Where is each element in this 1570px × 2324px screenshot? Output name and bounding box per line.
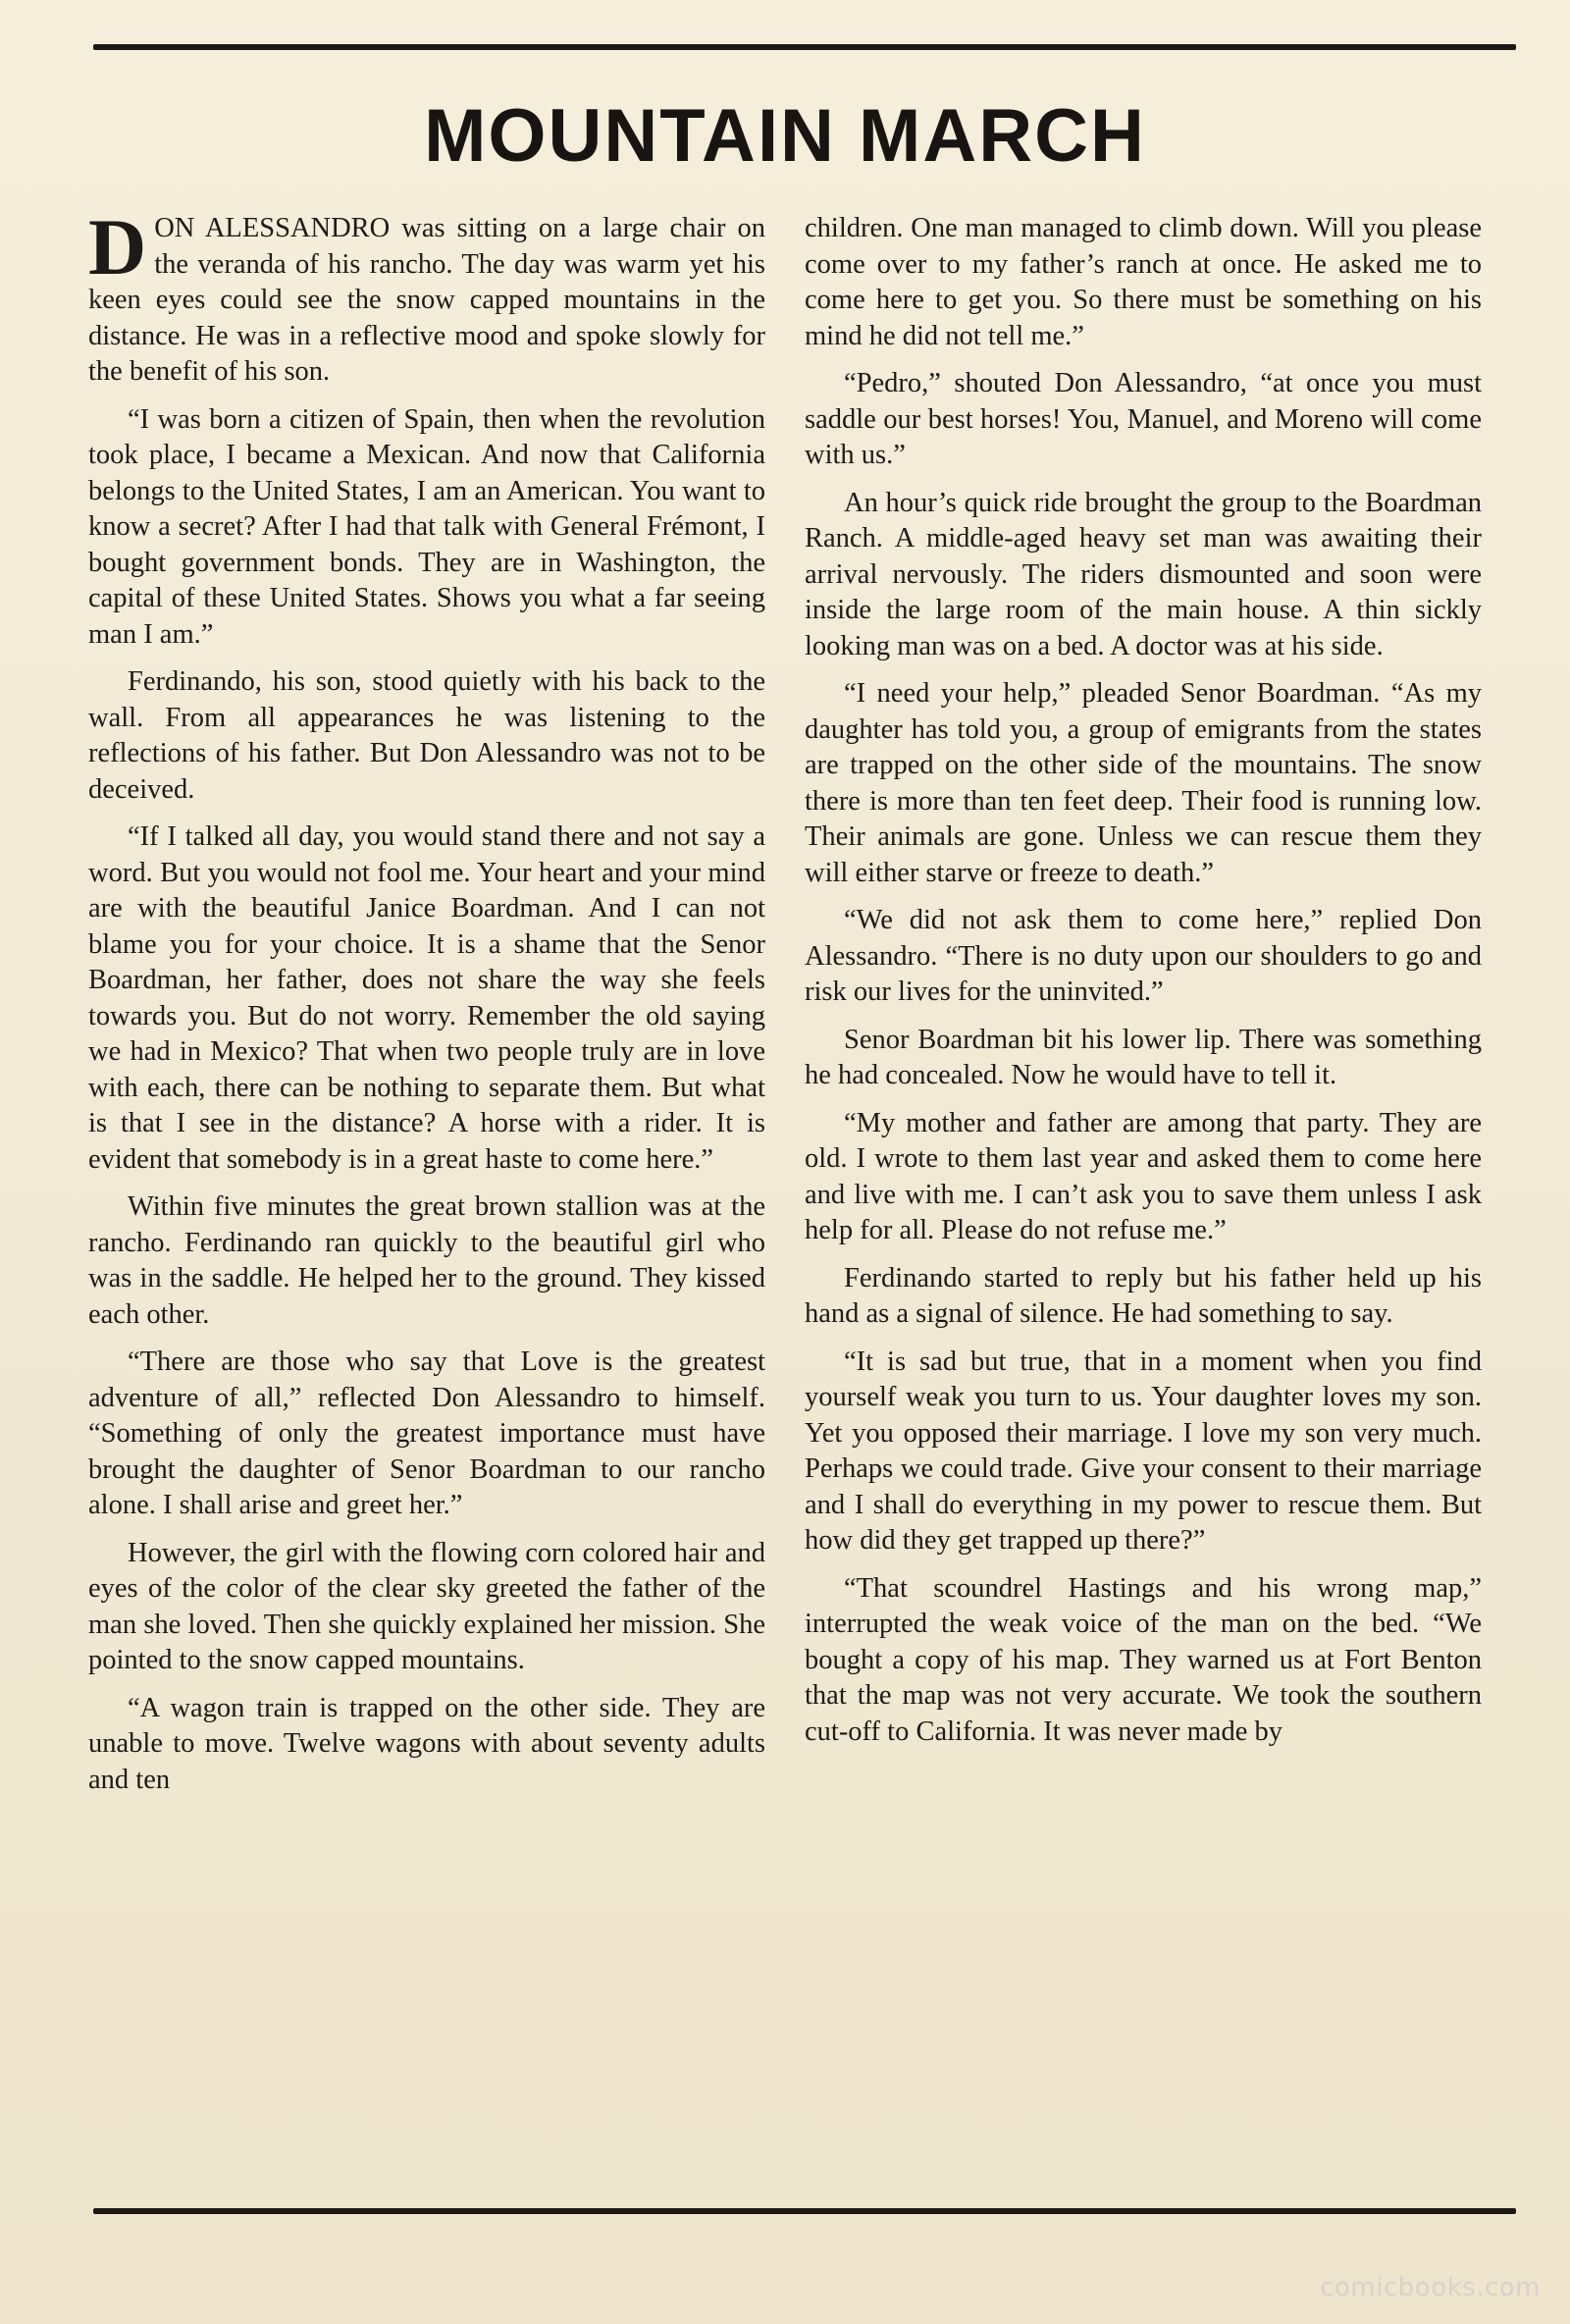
paragraph-text: ON ALESSANDRO was sitting on a large chair on the veranda of his rancho. The day was warm yet his keen eyes could see the snow capped mountains in the distance. He was in a reflective mood and spoke slowly for the benefit of his son. <box>88 213 765 387</box>
paragraph: “Pedro,” shouted Don Alessandro, “at once you must saddle our best horses! You, Manuel, and Moreno will come with us.” <box>805 368 1482 470</box>
right-column <box>805 211 1482 2184</box>
paragraph: An hour’s quick ride brought the group to the Boardman Ranch. A middle-aged heavy set man was awaiting their arrival nervously. The riders dismounted and soon were inside the large room of the main house. A thin sickly looking man was on a bed. A doctor was at his side. <box>805 487 1482 661</box>
paragraph: children. One man managed to climb down. Will you please come over to my father’s ranch at once. He asked me to come here to get you. So there must be something on his mind he did not tell me.” <box>805 213 1482 351</box>
paragraph: “There are those who say that Love is the greatest adventure of all,” reflected Don Alessandro to himself. “Something of only the greatest importance must have brought the daughter of Senor Boardman to our rancho alone. I shall arise and greet her.” <box>88 1347 765 1520</box>
paragraph <box>88 211 765 391</box>
paragraph: “My mother and father are among that party. They are old. I wrote to them last year and asked them to come here and live with me. I can’t ask you to save them unless I ask help for all. Please do not refuse me.” <box>805 1107 1482 1245</box>
page-title: MOUNTAIN MARCH <box>424 94 1146 178</box>
paragraph: Ferdinando, his son, stood quietly with his back to the wall. From all appearances he was listening to the reflections of his father. But Don Alessandro was not to be deceived. <box>88 666 765 805</box>
paragraph: However, the girl with the flowing corn colored hair and eyes of the color of the clear sky greeted the father of the man she loved. Then she quickly explained her mission. She pointed to the snow capped mountains. <box>88 1537 765 1675</box>
top-rule <box>93 44 1516 50</box>
paragraph: Within five minutes the great brown stallion was at the rancho. Ferdinando ran quickly to the beautiful girl who was in the saddle. He helped her to the ground. They kissed each other. <box>88 1191 765 1330</box>
paragraph: “It is sad but true, that in a moment when you find yourself weak you turn to us. Your daughter loves my son. Yet you opposed their marriage. I love my son very much. Perhaps we could trade. Give your consent to their marriage and I shall do everything in my power to rescue them. But how did they get trapped up there?” <box>805 1346 1482 1556</box>
drop-cap: D <box>88 211 147 291</box>
paragraph: Ferdinando started to reply but his father held up his hand as a signal of silence. He had something to say. <box>805 1262 1482 1329</box>
paragraph: “A wagon train is trapped on the other side. They are unable to move. Twelve wagons with about seventy adults and ten <box>88 1692 765 1795</box>
left-column <box>88 211 765 2184</box>
paragraph: “I need your help,” pleaded Senor Boardman. “As my daughter has told you, a group of emigrants from the states are trapped on the other side of the mountains. The snow there is more than ten feet deep. Their food is running low. Their animals are gone. Unless we can rescue them they will either starve or freeze to death.” <box>805 678 1482 888</box>
paragraph: “If I talked all day, you would stand there and not say a word. But you would not fool me. Your heart and your mind are with the beautiful Janice Boardman. And I can not blame you for your choice. It is a shame that the Senor Boardman, her father, does not share the way she feels towards you. But do not worry. Remember the old saying we had in Mexico? That when two people truly are in love with each, there can be nothing to separate them. But what is that I see in the distance? A horse with a rider. It is evident that somebody is in a great haste to come here.” <box>88 821 765 1175</box>
watermark: comicbooks.com <box>1320 2273 1541 2302</box>
paragraph: “That scoundrel Hastings and his wrong map,” interrupted the weak voice of the man on the bed. “We bought a copy of his map. They warned us at Fort Benton that the map was not very accurate. We took the southern cut-off to California. It was never made by <box>805 1572 1482 1747</box>
paragraph: Senor Boardman bit his lower lip. There was something he had concealed. Now he would have to tell it. <box>805 1024 1482 1090</box>
paragraph: “I was born a citizen of Spain, then when the revolution took place, I became a Mexican. And now that California belongs to the United States, I am an American. You want to know a secret? After I had that talk with General Frémont, I bought government bonds. They are in Washington, the capital of these United States. Shows you what a far seeing man I am.” <box>88 403 765 650</box>
bottom-rule <box>93 2208 1516 2214</box>
paragraph: “We did not ask them to come here,” replied Don Alessandro. “There is no duty upon our shoulders to go and risk our lives for the uninvited.” <box>805 905 1482 1007</box>
